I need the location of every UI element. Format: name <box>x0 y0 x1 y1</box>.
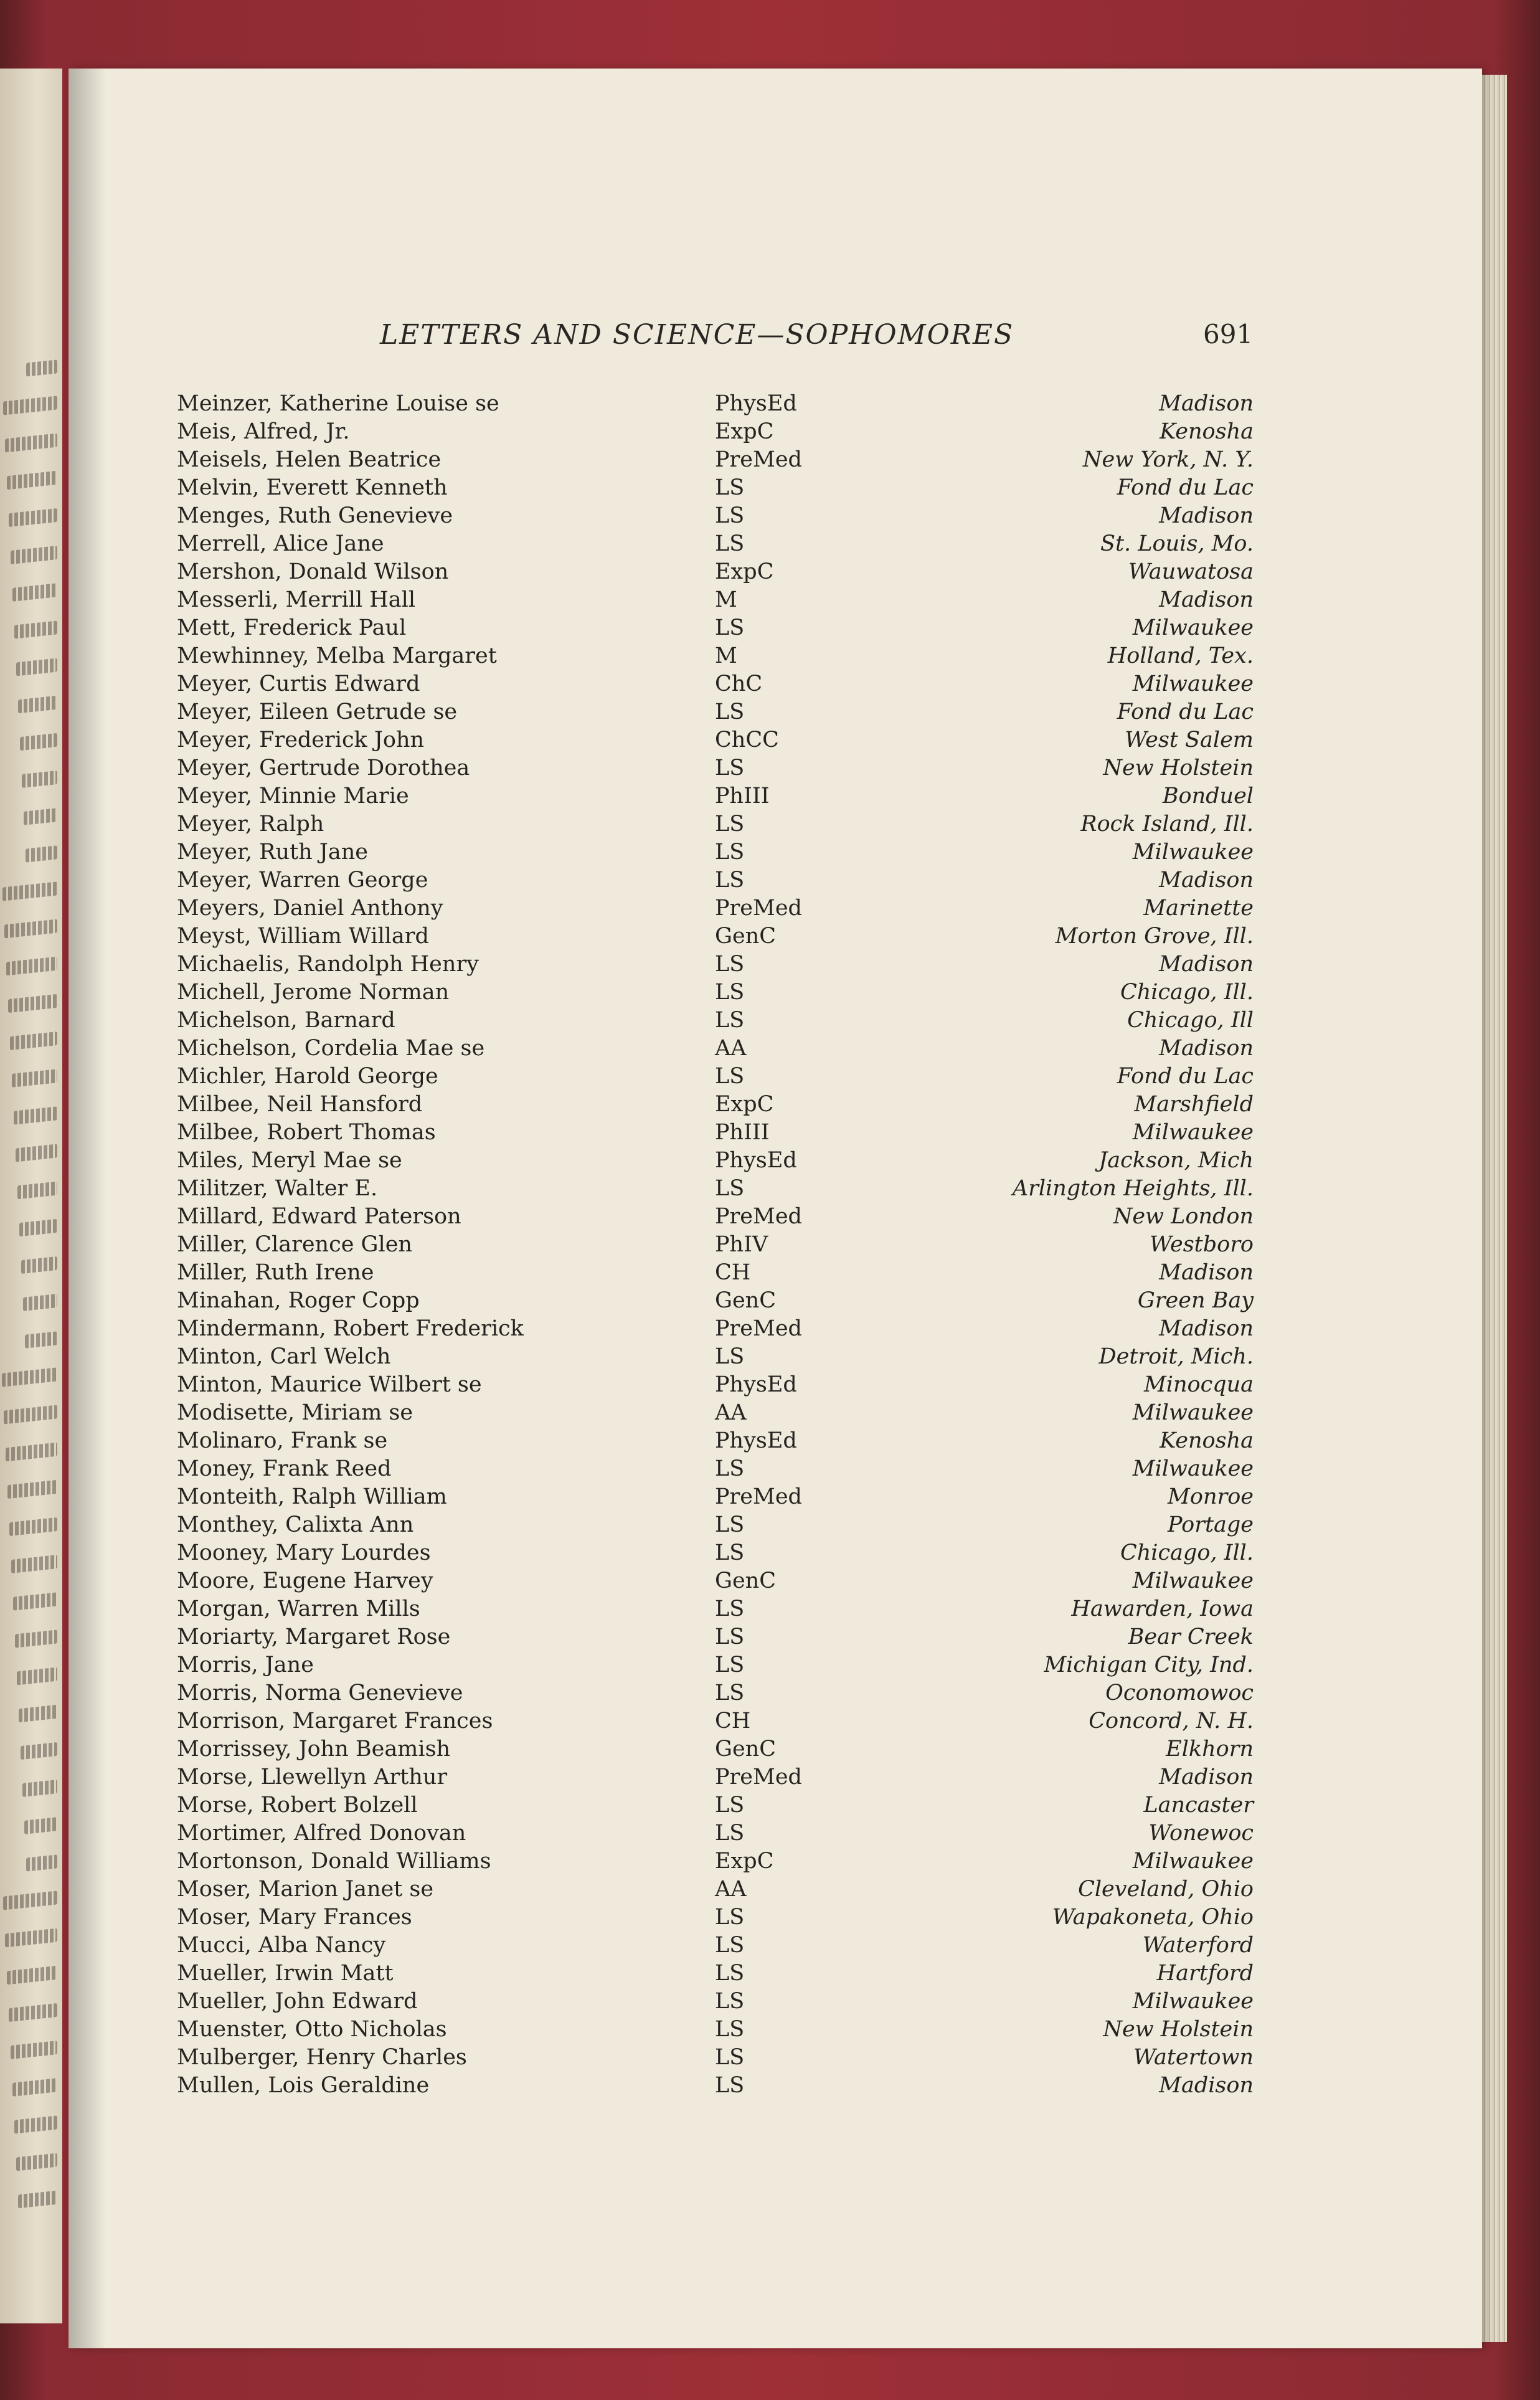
home-town: Marinette <box>1143 896 1254 921</box>
course-code: LS <box>715 1456 745 1481</box>
course-code: LS <box>715 615 745 640</box>
student-name: Moore, Eugene Harvey <box>177 1568 433 1593</box>
student-name: Merrell, Alice Jane <box>177 531 384 556</box>
student-row <box>0 924 1540 952</box>
home-town: Fond du Lac <box>1117 475 1254 500</box>
student-name: Meyer, Ralph <box>177 812 324 837</box>
home-town: Lancaster <box>1143 1793 1254 1818</box>
page-number: 691 <box>1203 319 1254 349</box>
student-row <box>0 1596 1540 1625</box>
course-code: LS <box>715 1008 745 1033</box>
course-code: LS <box>715 1653 745 1677</box>
student-row <box>0 1793 1540 1821</box>
course-code: PhysEd <box>715 1148 797 1173</box>
student-name: Militzer, Walter E. <box>177 1176 378 1201</box>
student-row <box>0 1064 1540 1092</box>
student-list <box>0 391 1540 2101</box>
student-name: Meyer, Ruth Jane <box>177 840 368 865</box>
course-code: ExpC <box>715 419 774 444</box>
course-code: PreMed <box>715 1484 802 1509</box>
student-row <box>0 1008 1540 1036</box>
course-code: LS <box>715 1625 745 1649</box>
student-name: Morrissey, John Beamish <box>177 1737 451 1762</box>
student-name: Morse, Robert Bolzell <box>177 1793 418 1818</box>
home-town: Wapakoneta, Ohio <box>1052 1905 1254 1930</box>
student-row <box>0 1568 1540 1596</box>
student-name: Meyer, Gertrude Dorothea <box>177 756 470 780</box>
home-town: Milwaukee <box>1132 1120 1254 1145</box>
home-town: Jackson, Mich <box>1098 1148 1254 1173</box>
student-name: Mooney, Mary Lourdes <box>177 1540 431 1565</box>
student-row <box>0 1260 1540 1288</box>
student-row <box>0 475 1540 503</box>
student-name: Minton, Maurice Wilbert se <box>177 1372 482 1397</box>
student-row <box>0 615 1540 643</box>
home-town: Fond du Lac <box>1117 1064 1254 1089</box>
home-town: New Holstein <box>1103 2017 1254 2042</box>
student-row <box>0 531 1540 559</box>
course-code: LS <box>715 812 745 837</box>
student-name: Morris, Jane <box>177 1653 314 1677</box>
course-code: LS <box>715 1989 745 2014</box>
student-name: Michelson, Barnard <box>177 1008 395 1033</box>
course-code: LS <box>715 868 745 893</box>
previous-page-text-mark <box>18 2191 57 2209</box>
student-row <box>0 1232 1540 1260</box>
student-row <box>0 1877 1540 1905</box>
student-name: Michaelis, Randolph Henry <box>177 952 479 977</box>
student-row <box>0 868 1540 896</box>
course-code: ExpC <box>715 1849 774 1874</box>
home-town: Portage <box>1168 1512 1254 1537</box>
student-row <box>0 1512 1540 1540</box>
course-code: LS <box>715 1821 745 1846</box>
student-name: Meyer, Curtis Edward <box>177 671 420 696</box>
student-name: Moriarty, Margaret Rose <box>177 1625 451 1649</box>
course-code: AA <box>715 1400 747 1425</box>
home-town: Madison <box>1159 868 1254 893</box>
student-name: Mortimer, Alfred Donovan <box>177 1821 466 1846</box>
course-code: PhIV <box>715 1232 768 1257</box>
home-town: Madison <box>1159 1260 1254 1285</box>
student-row <box>0 1737 1540 1765</box>
page-title: LETTERS AND SCIENCE—SOPHOMORES <box>380 319 1014 351</box>
student-row <box>0 2045 1540 2073</box>
course-code: LS <box>715 1793 745 1818</box>
student-name: Michler, Harold George <box>177 1064 438 1089</box>
student-row <box>0 1176 1540 1204</box>
student-row <box>0 1849 1540 1877</box>
home-town: Madison <box>1159 391 1254 416</box>
course-code: PreMed <box>715 447 802 472</box>
student-row <box>0 1821 1540 1849</box>
student-row <box>0 2073 1540 2101</box>
course-code: LS <box>715 1681 745 1705</box>
student-row <box>0 784 1540 812</box>
student-name: Millard, Edward Paterson <box>177 1204 461 1229</box>
student-row <box>0 1148 1540 1176</box>
student-row <box>0 671 1540 700</box>
home-town: Marshfield <box>1134 1092 1254 1117</box>
course-code: LS <box>715 2017 745 2042</box>
student-name: Miller, Clarence Glen <box>177 1232 412 1257</box>
student-row <box>0 812 1540 840</box>
course-code: LS <box>715 531 745 556</box>
home-town: Chicago, Ill <box>1127 1008 1254 1033</box>
student-name: Meyers, Daniel Anthony <box>177 896 443 921</box>
course-code: PreMed <box>715 1765 802 1790</box>
student-name: Muenster, Otto Nicholas <box>177 2017 447 2042</box>
course-code: PhysEd <box>715 1428 797 1453</box>
course-code: PhysEd <box>715 391 797 416</box>
previous-page-text-mark <box>26 359 57 376</box>
course-code: AA <box>715 1036 747 1061</box>
student-name: Minton, Carl Welch <box>177 1344 391 1369</box>
home-town: Milwaukee <box>1132 1989 1254 2014</box>
course-code: LS <box>715 700 745 724</box>
home-town: Morton Grove, Ill. <box>1055 924 1254 949</box>
student-name: Meis, Alfred, Jr. <box>177 419 350 444</box>
student-row <box>0 419 1540 447</box>
student-row <box>0 1372 1540 1400</box>
home-town: Madison <box>1159 2073 1254 2098</box>
course-code: PhIII <box>715 784 770 809</box>
student-name: Melvin, Everett Kenneth <box>177 475 448 500</box>
student-row <box>0 1765 1540 1793</box>
student-row <box>0 447 1540 475</box>
course-code: AA <box>715 1877 747 1902</box>
student-name: Milbee, Neil Hansford <box>177 1092 423 1117</box>
home-town: St. Louis, Mo. <box>1100 531 1254 556</box>
student-row <box>0 1092 1540 1120</box>
student-row <box>0 1344 1540 1372</box>
student-name: Molinaro, Frank se <box>177 1428 388 1453</box>
course-code: LS <box>715 1512 745 1537</box>
course-code: LS <box>715 1905 745 1930</box>
student-name: Morgan, Warren Mills <box>177 1596 420 1621</box>
course-code: M <box>715 587 737 612</box>
home-town: Bear Creek <box>1128 1625 1254 1649</box>
student-name: Mueller, Irwin Matt <box>177 1961 394 1986</box>
home-town: Wonewoc <box>1148 1821 1254 1846</box>
student-row <box>0 1681 1540 1709</box>
home-town: New York, N. Y. <box>1082 447 1254 472</box>
student-row <box>0 1484 1540 1512</box>
student-row <box>0 559 1540 587</box>
student-name: Meyer, Frederick John <box>177 728 425 752</box>
course-code: ChCC <box>715 728 779 752</box>
student-name: Mulberger, Henry Charles <box>177 2045 467 2070</box>
student-name: Mewhinney, Melba Margaret <box>177 643 497 668</box>
student-row <box>0 1905 1540 1933</box>
home-town: Michigan City, Ind. <box>1044 1653 1254 1677</box>
home-town: Elkhorn <box>1166 1737 1254 1762</box>
student-row <box>0 1456 1540 1484</box>
student-name: Meyer, Minnie Marie <box>177 784 409 809</box>
student-row <box>0 503 1540 531</box>
home-town: Arlington Heights, Ill. <box>1012 1176 1254 1201</box>
student-row <box>0 1961 1540 1989</box>
student-name: Morse, Llewellyn Arthur <box>177 1765 448 1790</box>
student-row <box>0 700 1540 728</box>
student-row <box>0 391 1540 419</box>
home-town: Chicago, Ill. <box>1120 1540 1254 1565</box>
course-code: GenC <box>715 924 776 949</box>
course-code: LS <box>715 980 745 1005</box>
course-code: PhIII <box>715 1120 770 1145</box>
home-town: Hawarden, Iowa <box>1071 1596 1254 1621</box>
home-town: Rock Island, Ill. <box>1080 812 1254 837</box>
course-code: PreMed <box>715 1316 802 1341</box>
home-town: Madison <box>1159 503 1254 528</box>
student-row <box>0 980 1540 1008</box>
student-name: Meyst, William Willard <box>177 924 429 949</box>
student-row <box>0 952 1540 980</box>
student-row <box>0 587 1540 615</box>
student-name: Michell, Jerome Norman <box>177 980 450 1005</box>
student-name: Mershon, Donald Wilson <box>177 559 449 584</box>
student-row <box>0 1036 1540 1064</box>
home-town: Minocqua <box>1143 1372 1254 1397</box>
home-town: Chicago, Ill. <box>1120 980 1254 1005</box>
student-row <box>0 1400 1540 1428</box>
home-town: Hartford <box>1156 1961 1254 1986</box>
student-name: Menges, Ruth Genevieve <box>177 503 453 528</box>
student-name: Meinzer, Katherine Louise se <box>177 391 499 416</box>
home-town: Madison <box>1159 1765 1254 1790</box>
home-town: Madison <box>1159 1316 1254 1341</box>
home-town: Madison <box>1159 587 1254 612</box>
student-name: Monthey, Calixta Ann <box>177 1512 414 1537</box>
student-row <box>0 1709 1540 1737</box>
course-code: LS <box>715 503 745 528</box>
course-code: LS <box>715 2073 745 2098</box>
student-name: Mortonson, Donald Williams <box>177 1849 491 1874</box>
home-town: Monroe <box>1168 1484 1254 1509</box>
course-code: LS <box>715 952 745 977</box>
student-row <box>0 1288 1540 1316</box>
course-code: PreMed <box>715 1204 802 1229</box>
home-town: Holland, Tex. <box>1107 643 1254 668</box>
home-town: Wauwatosa <box>1128 559 1254 584</box>
course-code: LS <box>715 1064 745 1089</box>
student-name: Miller, Ruth Irene <box>177 1260 374 1285</box>
student-name: Moser, Mary Frances <box>177 1905 412 1930</box>
student-name: Mindermann, Robert Frederick <box>177 1316 524 1341</box>
student-row <box>0 643 1540 671</box>
home-town: Milwaukee <box>1132 840 1254 865</box>
home-town: West Salem <box>1125 728 1254 752</box>
student-row <box>0 1204 1540 1232</box>
student-name: Messerli, Merrill Hall <box>177 587 416 612</box>
page-header <box>0 319 1540 356</box>
student-row <box>0 840 1540 868</box>
student-row <box>0 1540 1540 1568</box>
home-town: Watertown <box>1133 2045 1254 2070</box>
home-town: Westboro <box>1149 1232 1254 1257</box>
course-code: LS <box>715 1344 745 1369</box>
student-name: Money, Frank Reed <box>177 1456 392 1481</box>
student-row <box>0 756 1540 784</box>
student-row <box>0 1933 1540 1961</box>
course-code: GenC <box>715 1288 776 1313</box>
home-town: Concord, N. H. <box>1089 1709 1254 1734</box>
student-name: Morrison, Margaret Frances <box>177 1709 493 1734</box>
home-town: Detroit, Mich. <box>1098 1344 1254 1369</box>
home-town: Fond du Lac <box>1117 700 1254 724</box>
course-code: GenC <box>715 1568 776 1593</box>
course-code: LS <box>715 1176 745 1201</box>
course-code: LS <box>715 840 745 865</box>
student-name: Moser, Marion Janet se <box>177 1877 434 1902</box>
course-code: GenC <box>715 1737 776 1762</box>
home-town: Cleveland, Ohio <box>1078 1877 1254 1902</box>
student-name: Miles, Meryl Mae se <box>177 1148 402 1173</box>
course-code: LS <box>715 1596 745 1621</box>
student-row <box>0 1653 1540 1681</box>
course-code: LS <box>715 1933 745 1958</box>
course-code: ExpC <box>715 559 774 584</box>
student-name: Mett, Frederick Paul <box>177 615 407 640</box>
course-code: CH <box>715 1709 751 1734</box>
student-row <box>0 1428 1540 1456</box>
course-code: LS <box>715 1540 745 1565</box>
course-code: CH <box>715 1260 751 1285</box>
student-name: Minahan, Roger Copp <box>177 1288 420 1313</box>
student-name: Meyer, Eileen Getrude se <box>177 700 458 724</box>
course-code: LS <box>715 756 745 780</box>
student-name: Meyer, Warren George <box>177 868 428 893</box>
home-town: Milwaukee <box>1132 671 1254 696</box>
course-code: M <box>715 643 737 668</box>
student-row <box>0 1625 1540 1653</box>
student-row <box>0 1989 1540 2017</box>
home-town: Madison <box>1159 952 1254 977</box>
course-code: LS <box>715 475 745 500</box>
student-name: Milbee, Robert Thomas <box>177 1120 436 1145</box>
course-code: LS <box>715 1961 745 1986</box>
student-name: Mueller, John Edward <box>177 1989 418 2014</box>
home-town: Kenosha <box>1160 419 1254 444</box>
home-town: Milwaukee <box>1132 1568 1254 1593</box>
student-name: Monteith, Ralph William <box>177 1484 447 1509</box>
previous-page-text-mark <box>14 2115 57 2133</box>
home-town: Milwaukee <box>1132 1456 1254 1481</box>
student-name: Modisette, Miriam se <box>177 1400 413 1425</box>
home-town: Bonduel <box>1162 784 1254 809</box>
course-code: ExpC <box>715 1092 774 1117</box>
course-code: ChC <box>715 671 763 696</box>
student-row <box>0 1316 1540 1344</box>
student-row <box>0 728 1540 756</box>
student-name: Morris, Norma Genevieve <box>177 1681 463 1705</box>
home-town: New Holstein <box>1103 756 1254 780</box>
course-code: LS <box>715 2045 745 2070</box>
student-name: Meisels, Helen Beatrice <box>177 447 442 472</box>
home-town: New London <box>1113 1204 1254 1229</box>
home-town: Milwaukee <box>1132 615 1254 640</box>
home-town: Waterford <box>1142 1933 1254 1958</box>
student-name: Michelson, Cordelia Mae se <box>177 1036 485 1061</box>
home-town: Kenosha <box>1160 1428 1254 1453</box>
student-row <box>0 896 1540 924</box>
student-name: Mucci, Alba Nancy <box>177 1933 386 1958</box>
home-town: Milwaukee <box>1132 1400 1254 1425</box>
home-town: Milwaukee <box>1132 1849 1254 1874</box>
course-code: PhysEd <box>715 1372 797 1397</box>
previous-page-text-mark <box>16 2153 57 2171</box>
home-town: Green Bay <box>1137 1288 1254 1313</box>
home-town: Madison <box>1159 1036 1254 1061</box>
student-row <box>0 1120 1540 1148</box>
student-name: Mullen, Lois Geraldine <box>177 2073 430 2098</box>
student-row <box>0 2017 1540 2045</box>
home-town: Oconomowoc <box>1105 1681 1254 1705</box>
course-code: PreMed <box>715 896 802 921</box>
